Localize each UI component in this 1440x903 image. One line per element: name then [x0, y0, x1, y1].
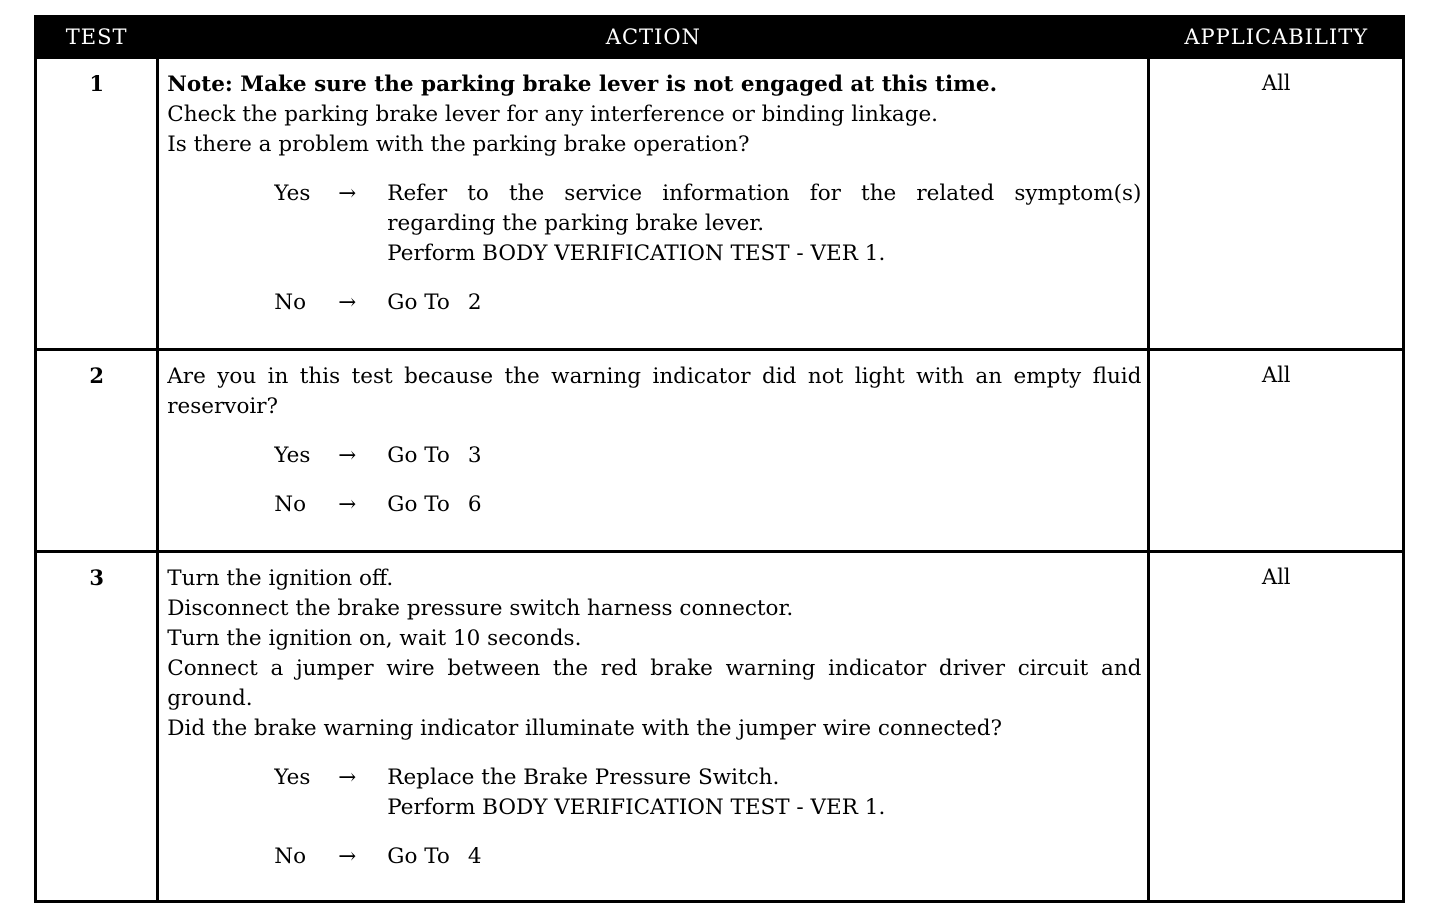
goto-test-number: 4 [467, 844, 482, 869]
table-header [36, 17, 1404, 58]
arrow-right-icon: → [338, 290, 357, 315]
arrow-right-icon: → [338, 844, 357, 869]
no-outcome [167, 288, 1141, 318]
note-text: Note: Make sure the parking brake lever is not engaged at this time. [167, 72, 998, 97]
no-result [387, 842, 1141, 872]
goto-text: Go To [387, 290, 450, 315]
no-label: No [274, 844, 307, 869]
arrow-right-icon: → [338, 492, 357, 517]
no-outcome [167, 842, 1141, 872]
action-line: Did the brake warning indicator illuminate with the jumper wire connected? [167, 716, 1003, 741]
yes-label: Yes [274, 181, 311, 206]
result-line: Refer to the service information for the related symptom(s) [387, 181, 1142, 206]
no-result [387, 490, 1141, 520]
goto-test-number: 6 [467, 492, 482, 517]
header-test: TEST [36, 17, 158, 58]
header-action: ACTION [158, 17, 1149, 58]
action-cell [158, 350, 1149, 552]
no-outcome [167, 490, 1141, 520]
no-label: No [274, 492, 307, 517]
action-line: ground. [167, 686, 253, 711]
arrow-right-icon: → [338, 443, 357, 468]
action-line: Is there a problem with the parking brake operation? [167, 132, 750, 157]
action-line: Connect a jumper wire between the red brake warning indicator driver circuit and [167, 656, 1142, 681]
applicability-value: All [1149, 58, 1404, 350]
test-number: 2 [36, 350, 158, 552]
test-number: 3 [36, 552, 158, 902]
action-cell [158, 58, 1149, 350]
action-cell [158, 552, 1149, 902]
applicability-value: All [1149, 350, 1404, 552]
diagnostic-test-table [34, 15, 1405, 903]
goto-text: Go To [387, 443, 450, 468]
action-line: reservoir? [167, 394, 279, 419]
action-line: Turn the ignition on, wait 10 seconds. [167, 626, 582, 651]
result-line: regarding the parking brake lever. [387, 211, 765, 236]
test-number: 1 [36, 58, 158, 350]
result-line: Replace the Brake Pressure Switch. [387, 765, 780, 790]
result-line: Perform BODY VERIFICATION TEST - VER 1. [387, 241, 886, 266]
header-applicability: APPLICABILITY [1149, 17, 1404, 58]
yes-result [387, 179, 1141, 269]
table-row [36, 350, 1404, 552]
yes-result [387, 763, 1141, 823]
yes-label: Yes [274, 765, 311, 790]
goto-text: Go To [387, 492, 450, 517]
action-line: Turn the ignition off. [167, 566, 394, 591]
goto-text: Go To [387, 844, 450, 869]
action-line: Disconnect the brake pressure switch harness connector. [167, 596, 794, 621]
action-line: Check the parking brake lever for any interference or binding linkage. [167, 102, 939, 127]
yes-outcome [167, 441, 1141, 471]
yes-outcome [167, 763, 1141, 823]
goto-test-number: 3 [467, 443, 482, 468]
applicability-value: All [1149, 552, 1404, 902]
arrow-right-icon: → [338, 765, 357, 790]
yes-result [387, 441, 1141, 471]
table-row [36, 58, 1404, 350]
action-line: Are you in this test because the warning indicator did not light with an empty fluid [167, 364, 1142, 389]
yes-outcome [167, 179, 1141, 269]
result-line: Perform BODY VERIFICATION TEST - VER 1. [387, 795, 886, 820]
goto-test-number: 2 [467, 290, 482, 315]
table-row [36, 552, 1404, 902]
no-label: No [274, 290, 307, 315]
yes-label: Yes [274, 443, 311, 468]
no-result [387, 288, 1141, 318]
arrow-right-icon: → [338, 181, 357, 206]
